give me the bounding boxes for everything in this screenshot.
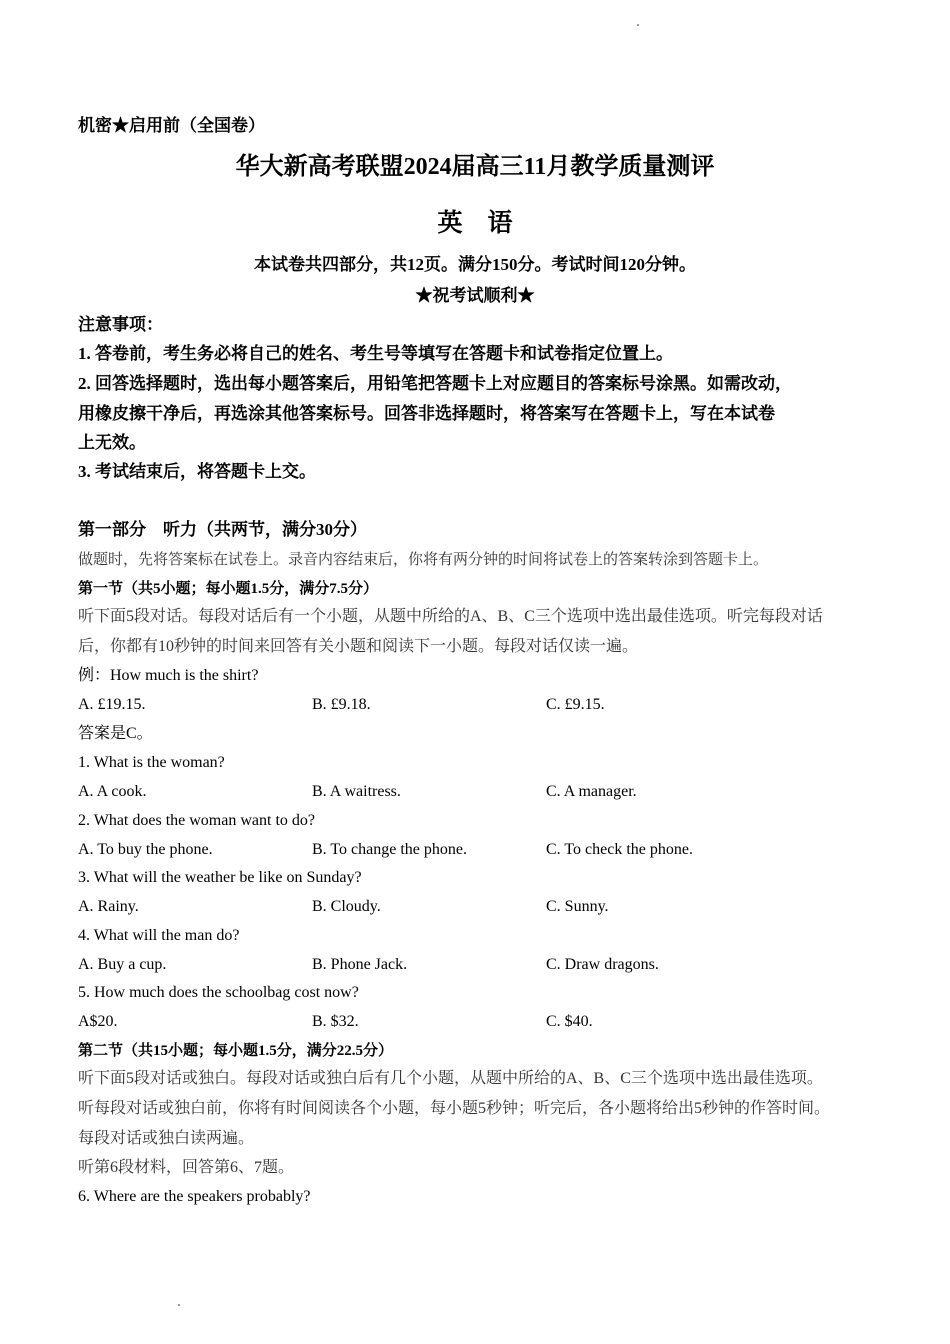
section1-instr-line-2: 后，你都有10秒钟的时间来回答有关小题和阅读下一小题。每段对话仅读一遍。	[78, 638, 639, 655]
q2-option-a: A. To buy the phone.	[78, 841, 213, 858]
q1-option-a: A. A cook.	[78, 783, 147, 800]
q1-option-b: B. A waitress.	[312, 783, 401, 800]
example-option-b: B. £9.18.	[312, 696, 371, 713]
question-1: 1. What is the woman?	[78, 754, 225, 771]
q2-option-c: C. To check the phone.	[546, 841, 693, 858]
q3-option-a: A. Rainy.	[78, 898, 139, 915]
question-2: 2. What does the woman want to do?	[78, 812, 315, 829]
notice-item-2-line-3: 上无效。	[78, 433, 146, 452]
q5-option-c: C. $40.	[546, 1013, 593, 1030]
material-6-instr: 听第6段材料，回答第6、7题。	[78, 1159, 295, 1176]
q4-option-a: A. Buy a cup.	[78, 956, 167, 973]
section2-heading: 第二节（共15小题；每小题1.5分，满分22.5分）	[78, 1043, 394, 1059]
section1-heading: 第一节（共5小题；每小题1.5分，满分7.5分）	[78, 581, 379, 597]
scan-dot	[637, 24, 639, 26]
section2-instr-line-3: 每段对话或独白读两遍。	[78, 1130, 255, 1147]
part1-intro: 做题时，先将答案标在试卷上。录音内容结束后，你将有两分钟的时间将试卷上的答案转涂到答题卡上。	[78, 552, 769, 568]
scan-dot	[178, 1304, 180, 1306]
notice-heading: 注意事项：	[78, 315, 163, 334]
q5-option-a: A$20.	[78, 1013, 118, 1030]
section2-instr-line-1: 听下面5段对话或独白。每段对话或独白后有几个小题，从题中所给的A、B、C三个选项中选出最佳选项。	[78, 1070, 823, 1087]
exam-info: 本试卷共四部分，共12页。满分150分。考试时间120分钟。	[254, 255, 696, 274]
subject-title: 英 语	[437, 210, 513, 237]
example-question: 例：How much is the shirt?	[78, 667, 259, 684]
part1-heading: 第一部分 听力（共两节，满分30分）	[78, 520, 367, 539]
example-option-c: C. £9.15.	[546, 696, 605, 713]
question-6: 6. Where are the speakers probably?	[78, 1188, 311, 1205]
wish-line: ★祝考试顺利★	[415, 286, 535, 305]
notice-item-2-line-1: 2. 回答选择题时，选出每小题答案后，用铅笔把答题卡上对应题目的答案标号涂黑。如需改动，	[78, 374, 792, 393]
section1-instr-line-1: 听下面5段对话。每段对话后有一个小题，从题中所给的A、B、C三个选项中选出最佳选项。听完每段对话	[78, 608, 823, 625]
q4-option-b: B. Phone Jack.	[312, 956, 408, 973]
secret-mark: 机密★启用前（全国卷）	[78, 116, 265, 135]
example-option-a: A. £19.15.	[78, 696, 146, 713]
notice-item-3: 3. 考试结束后，将答题卡上交。	[78, 462, 316, 481]
notice-item-2-line-2: 用橡皮擦干净后，再选涂其他答案标号。回答非选择题时，将答案写在答题卡上，写在本试卷	[78, 404, 775, 423]
q3-option-b: B. Cloudy.	[312, 898, 381, 915]
exam-title: 华大新高考联盟2024届高三11月教学质量测评	[235, 154, 715, 180]
q5-option-b: B. $32.	[312, 1013, 359, 1030]
q1-option-c: C. A manager.	[546, 783, 637, 800]
q4-option-c: C. Draw dragons.	[546, 956, 659, 973]
question-3: 3. What will the weather be like on Sunday?	[78, 869, 362, 886]
q3-option-c: C. Sunny.	[546, 898, 609, 915]
section2-instr-line-2: 听每段对话或独白前，你将有时间阅读各个小题，每小题5秒钟；听完后，各小题将给出5秒钟的作答时间。	[78, 1100, 831, 1117]
question-4: 4. What will the man do?	[78, 927, 240, 944]
notice-item-1: 1. 答卷前，考生务必将自己的姓名、考生号等填写在答题卡和试卷指定位置上。	[78, 344, 673, 363]
q2-option-b: B. To change the phone.	[312, 841, 467, 858]
example-answer: 答案是C。	[78, 725, 153, 742]
question-5: 5. How much does the schoolbag cost now?	[78, 984, 359, 1001]
